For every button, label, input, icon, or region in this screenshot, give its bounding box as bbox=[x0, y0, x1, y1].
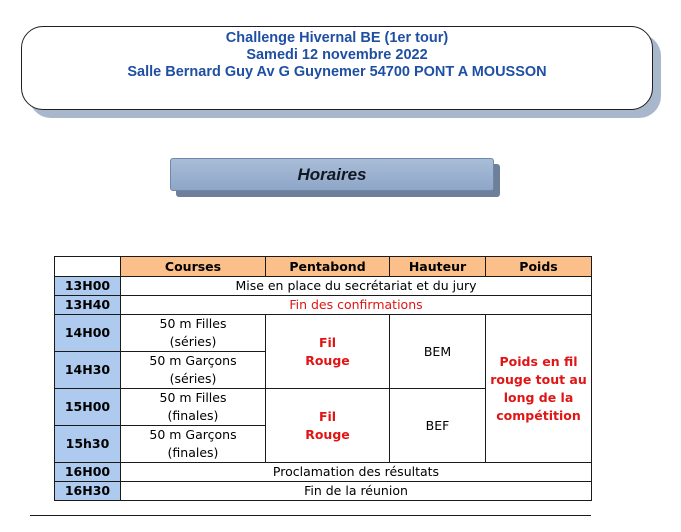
event-cell: Mise en place du secrétariat et du jury bbox=[121, 277, 592, 296]
time-cell: 14H30 bbox=[55, 352, 121, 389]
course-name: 50 m Garçons bbox=[149, 353, 237, 368]
table-row bbox=[55, 315, 592, 352]
event-cell: Proclamation des résultats bbox=[121, 463, 592, 482]
schedule-table bbox=[54, 256, 592, 501]
pentabond-line: Fil bbox=[318, 334, 337, 350]
course-cell bbox=[121, 315, 266, 352]
time-cell: 16H00 bbox=[55, 463, 121, 482]
poids-cell bbox=[486, 315, 592, 463]
header-cell-courses: Courses bbox=[121, 257, 266, 277]
header-cell-poids: Poids bbox=[486, 257, 592, 277]
time-cell: 13H40 bbox=[55, 296, 121, 315]
pentabond-line: Fil bbox=[318, 408, 337, 424]
section-title: Horaires bbox=[170, 158, 494, 191]
course-phase: (séries) bbox=[169, 371, 217, 386]
course-name: 50 m Filles bbox=[159, 390, 227, 405]
hauteur-cell: BEF bbox=[390, 389, 486, 463]
event-cell: Fin de la réunion bbox=[121, 482, 592, 501]
time-cell: 14H00 bbox=[55, 315, 121, 352]
header-cell-pentabond: Pentabond bbox=[266, 257, 390, 277]
event-header bbox=[21, 26, 653, 110]
poids-line: long de la bbox=[503, 389, 574, 405]
course-cell bbox=[121, 352, 266, 389]
header-cell-hauteur: Hauteur bbox=[390, 257, 486, 277]
course-cell bbox=[121, 426, 266, 463]
poids-line: Poids en fil bbox=[499, 353, 578, 369]
event-title: Challenge Hivernal BE (1er tour) bbox=[225, 30, 449, 46]
table-row bbox=[55, 296, 592, 315]
pentabond-cell bbox=[266, 315, 390, 389]
event-venue: Salle Bernard Guy Av G Guynemer 54700 PONT A MOUSSON bbox=[127, 64, 547, 80]
course-phase: (finales) bbox=[167, 445, 219, 460]
table-row bbox=[55, 482, 592, 501]
bottom-rule bbox=[30, 515, 591, 516]
course-name: 50 m Filles bbox=[159, 316, 227, 331]
pentabond-cell bbox=[266, 389, 390, 463]
poids-line: compétition bbox=[496, 407, 581, 423]
pentabond-line: Rouge bbox=[305, 426, 350, 442]
event-date: Samedi 12 novembre 2022 bbox=[246, 47, 428, 63]
table-row bbox=[55, 463, 592, 482]
pentabond-line: Rouge bbox=[305, 352, 350, 368]
hauteur-cell: BEM bbox=[390, 315, 486, 389]
poids-line: rouge tout au bbox=[490, 371, 587, 387]
course-phase: (finales) bbox=[167, 408, 219, 423]
course-phase: (séries) bbox=[169, 334, 217, 349]
time-cell: 16H30 bbox=[55, 482, 121, 501]
course-name: 50 m Garçons bbox=[149, 427, 237, 442]
header-cell-blank bbox=[55, 257, 121, 277]
event-cell: Fin des confirmations bbox=[121, 296, 592, 315]
time-cell: 15H00 bbox=[55, 389, 121, 426]
time-cell: 15h30 bbox=[55, 426, 121, 463]
table-header-row bbox=[55, 257, 592, 277]
time-cell: 13H00 bbox=[55, 277, 121, 296]
course-cell bbox=[121, 389, 266, 426]
table-row bbox=[55, 277, 592, 296]
